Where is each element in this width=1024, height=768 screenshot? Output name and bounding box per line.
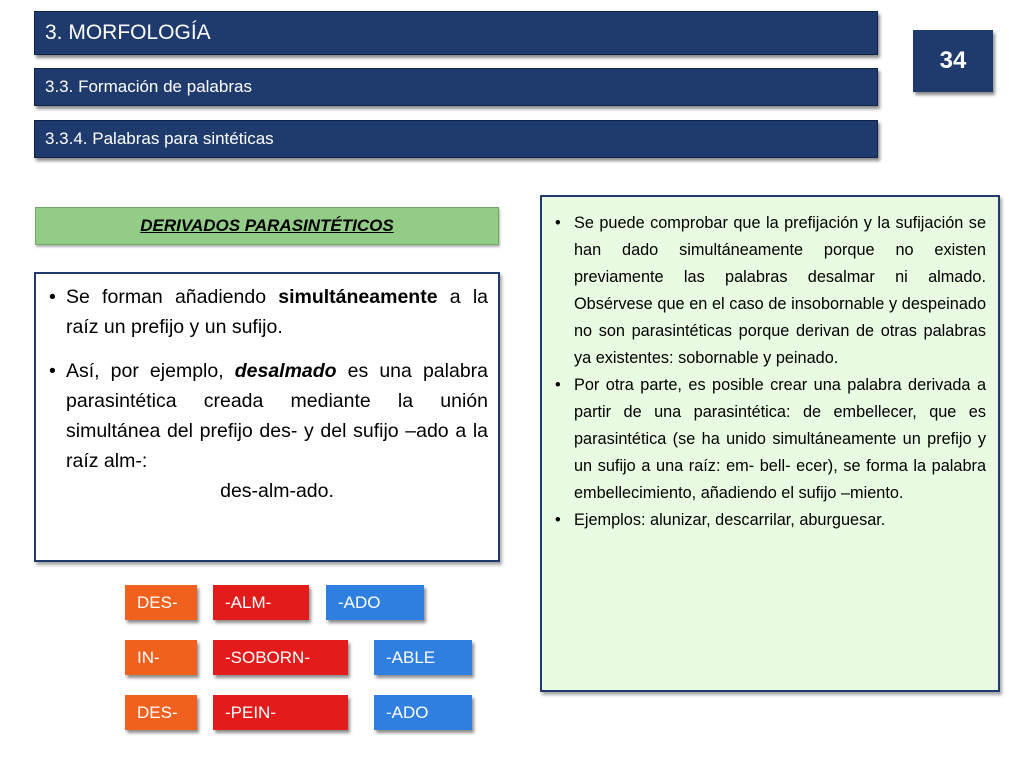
definition-list [48, 282, 488, 506]
suffix-tile: -ADO [326, 585, 424, 620]
bullet-verification: • Se puede comprobar que la prefijación y la sufijación se han dado simultáneamente porque no existen previamente las palabras desalmar ni almado. Obsérvese que en el caso de insobornable y despeinado no son parasintéticas porque derivan de otras palabras ya existentes: sobornable y peinado. [574, 210, 986, 372]
example-word: des-alm-ado. [220, 480, 334, 502]
bullet-derivation: • Por otra parte, es posible crear una palabra derivada a partir de una parasintética: de embellecer, que es parasintética (se ha unido simultáneamente un prefijo y un sufijo a una raíz: em- bell- ecer), se forma la palabra embellecimiento, añadiendo el sufijo –miento. [574, 372, 986, 507]
subtitle-bar [34, 68, 878, 106]
prefix-tile: DES- [125, 585, 197, 620]
explanation-box [540, 195, 1000, 692]
prefix-tile: DES- [125, 695, 197, 730]
bullet-examples: • Ejemplos: alunizar, descarrilar, aburguesar. [574, 507, 986, 534]
title-bar [34, 11, 878, 55]
suffix-tile: -ADO [374, 695, 472, 730]
root-tile: -ALM- [213, 585, 309, 620]
section-label: DERIVADOS PARASINTÉTICOS [35, 207, 499, 245]
definition-box [34, 272, 500, 562]
bullet-example: • Así, por ejemplo, desalmado es una palabra parasintética creada mediante la unión simultánea del prefijo des- y del sufijo –ado a la raíz alm-: des-alm-ado. [66, 356, 488, 506]
page-title: 3. MORFOLOGÍA [45, 21, 211, 44]
prefix-tile: IN- [125, 640, 197, 675]
slide-number: 34 [913, 30, 993, 92]
subsubtitle: 3.3.4. Palabras para sintéticas [45, 129, 274, 148]
bullet-definition: • Se forman añadiendo simultáneamente a la raíz un prefijo y un sufijo. [66, 282, 488, 342]
root-tile: -SOBORN- [213, 640, 348, 675]
subtitle: 3.3. Formación de palabras [45, 77, 252, 96]
suffix-tile: -ABLE [374, 640, 472, 675]
subsubtitle-bar [34, 120, 878, 158]
root-tile: -PEIN- [213, 695, 348, 730]
